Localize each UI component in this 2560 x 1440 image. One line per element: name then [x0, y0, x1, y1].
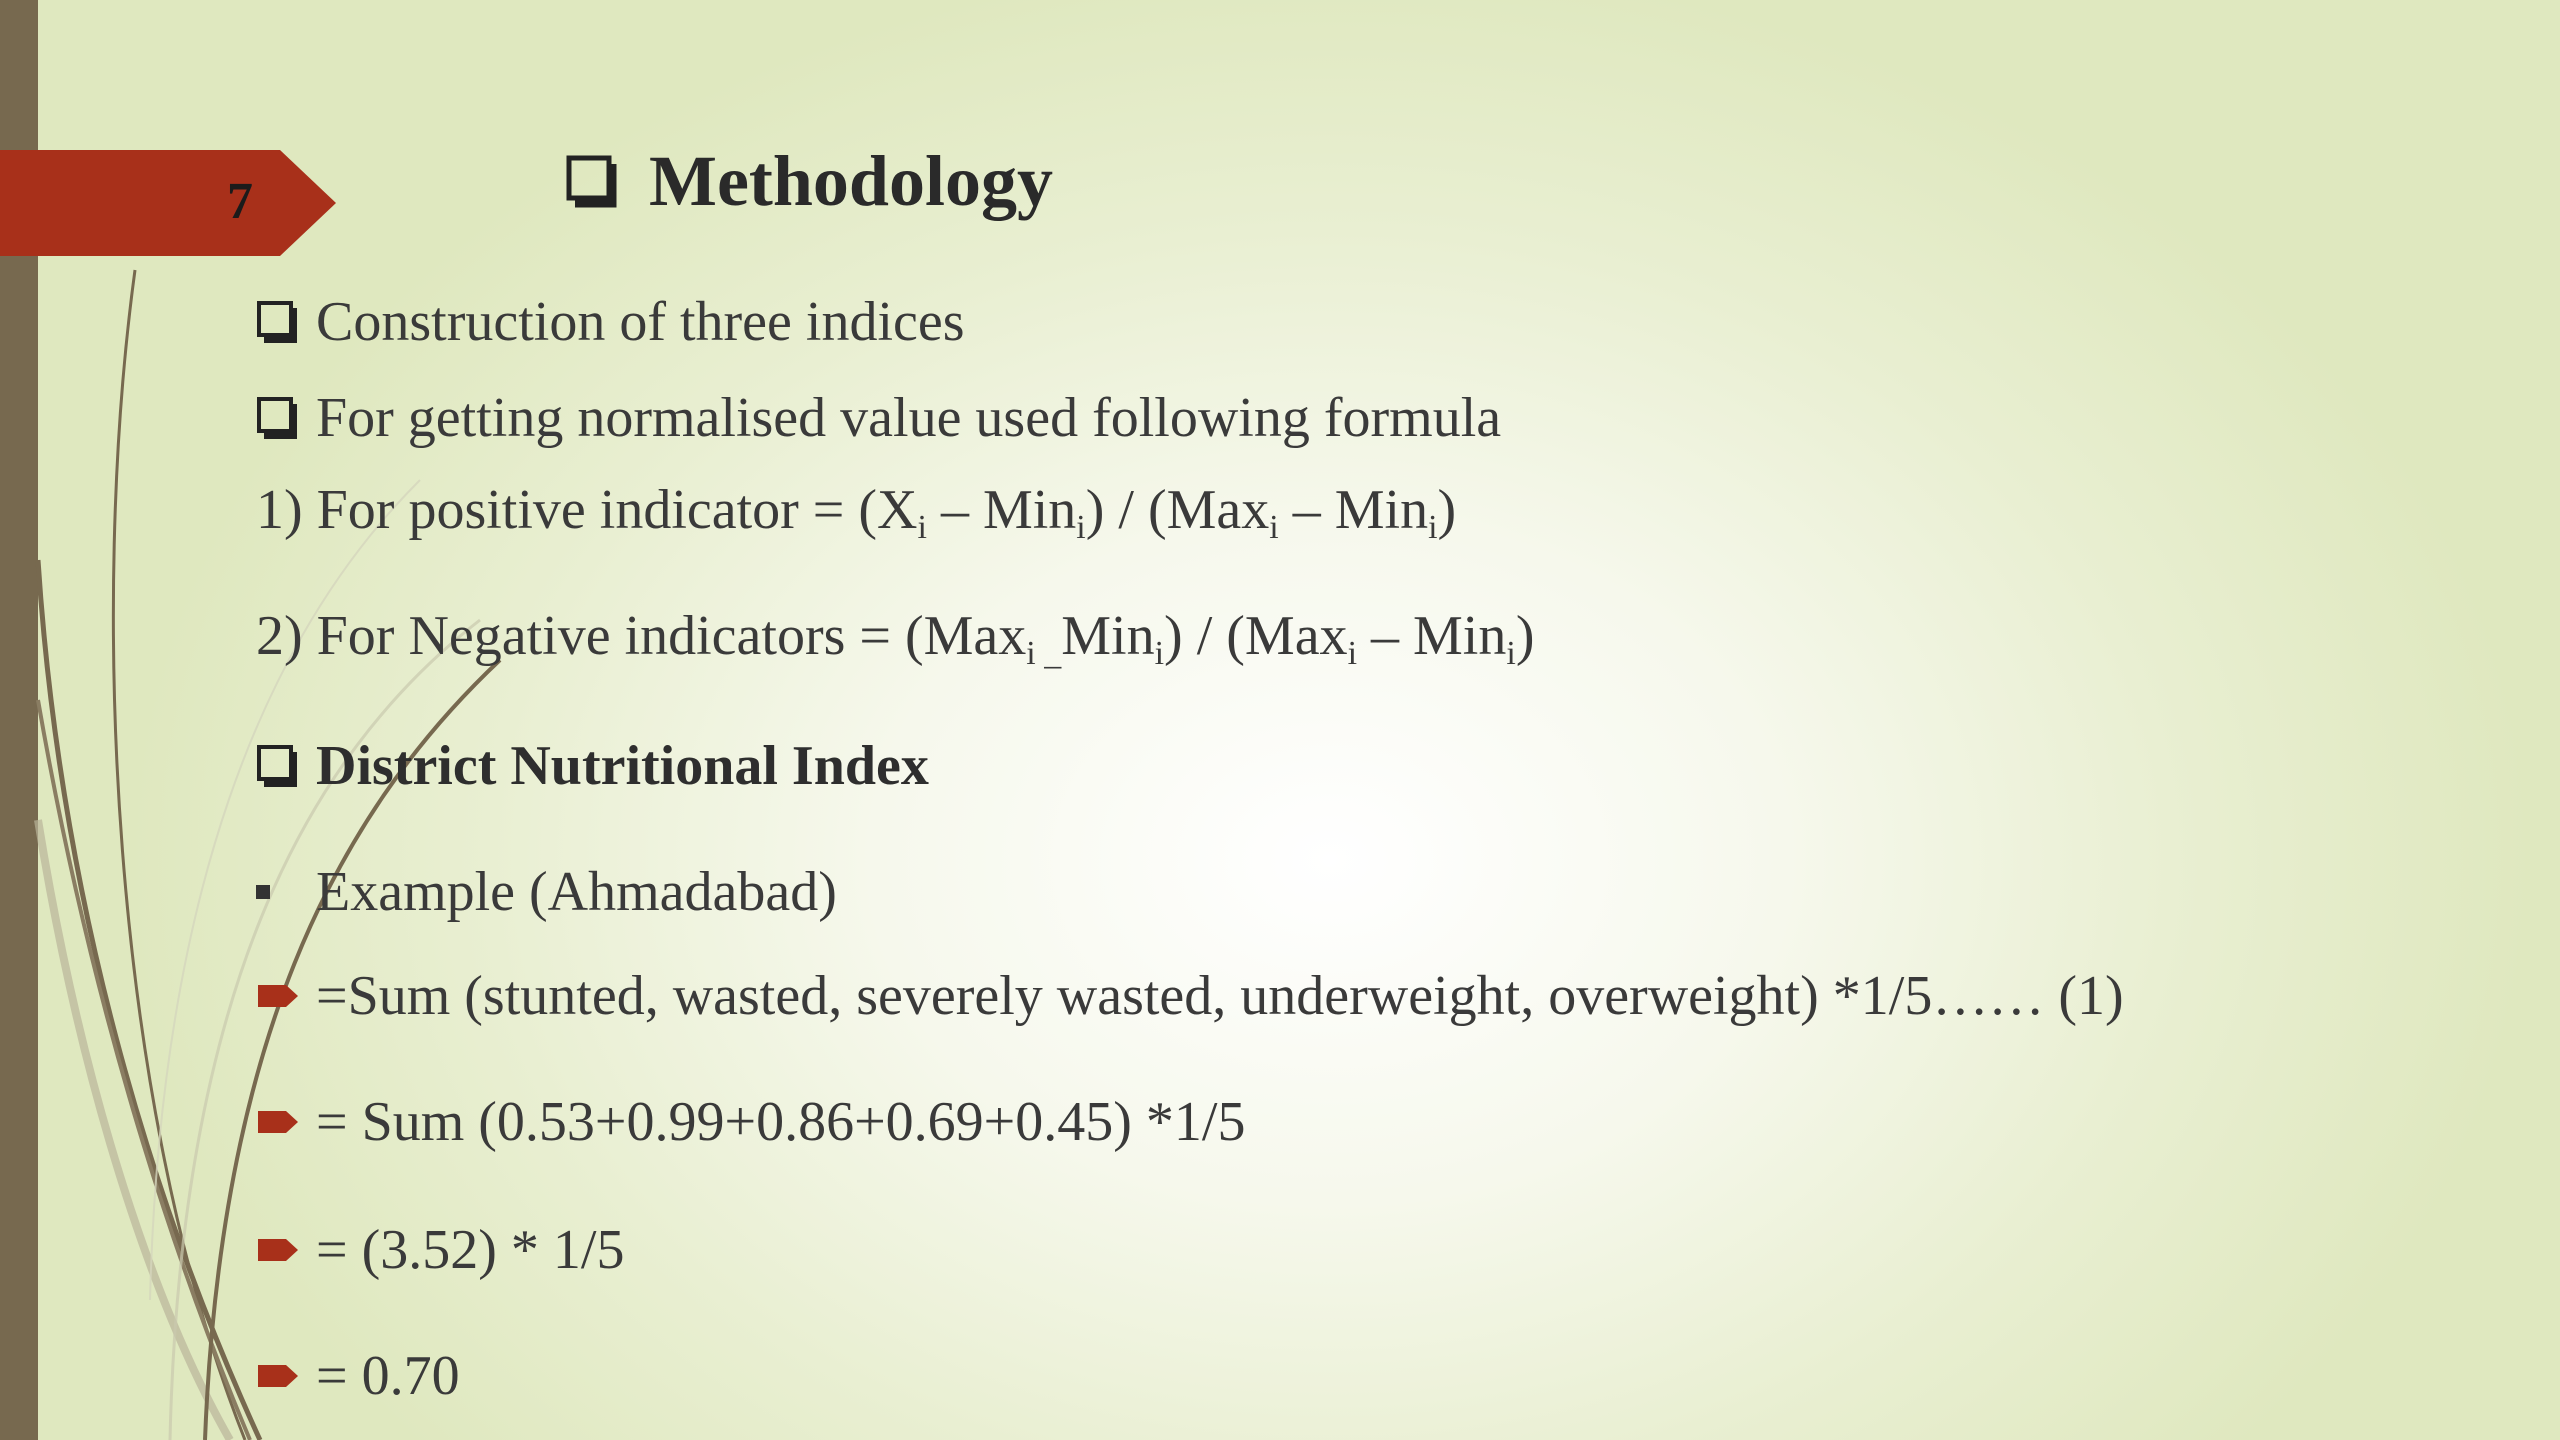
arrow-bullet-icon	[256, 1361, 300, 1391]
checkbox-bullet-icon	[256, 744, 300, 788]
calc-text: = (3.52) * 1/5	[316, 1219, 625, 1281]
calc-line	[256, 1218, 624, 1282]
arrow-bullet-icon	[256, 1107, 300, 1137]
section-heading: District Nutritional Index	[316, 735, 929, 797]
example-row	[256, 860, 837, 924]
bullet-text: Construction of three indices	[316, 291, 965, 353]
arrow-bullet-icon	[256, 981, 300, 1011]
calc-line	[256, 1090, 1245, 1154]
calc-text: = 0.70	[316, 1345, 460, 1407]
slide-number-tab	[0, 150, 336, 256]
calc-text: =Sum (stunted, wasted, severely wasted, underweight, overweight) *1/5…… (1)	[316, 965, 2124, 1027]
bullet-text: For getting normalised value used following formula	[316, 387, 1502, 449]
title-row	[565, 140, 1053, 223]
slide-title: Methodology	[649, 141, 1053, 221]
section-heading-row	[256, 734, 929, 798]
calc-text: = Sum (0.53+0.99+0.86+0.69+0.45) *1/5	[316, 1091, 1246, 1153]
calc-line	[256, 964, 2124, 1028]
bullet-item	[256, 386, 1501, 450]
checkbox-bullet-icon	[256, 300, 300, 344]
slide-number: 7	[227, 173, 253, 230]
arrow-bullet-icon	[256, 1235, 300, 1265]
formula-positive-indicator: 1) For positive indicator = $(X_i - Min_i) / (Max_i - Min_i)$	[256, 479, 1457, 546]
checkbox-bullet-icon	[256, 396, 300, 440]
square-bullet-icon	[256, 885, 270, 899]
checkbox-bullet-icon	[565, 154, 621, 210]
calc-line	[256, 1344, 460, 1408]
formula-negative-indicator: 2) For Negative indicators = (Max$_{i \_}$Min$_i$) / (Max$_i$ – Min$_i$)	[256, 605, 1535, 672]
example-label: Example (Ahmadabad)	[316, 861, 837, 923]
bullet-item	[256, 290, 965, 354]
